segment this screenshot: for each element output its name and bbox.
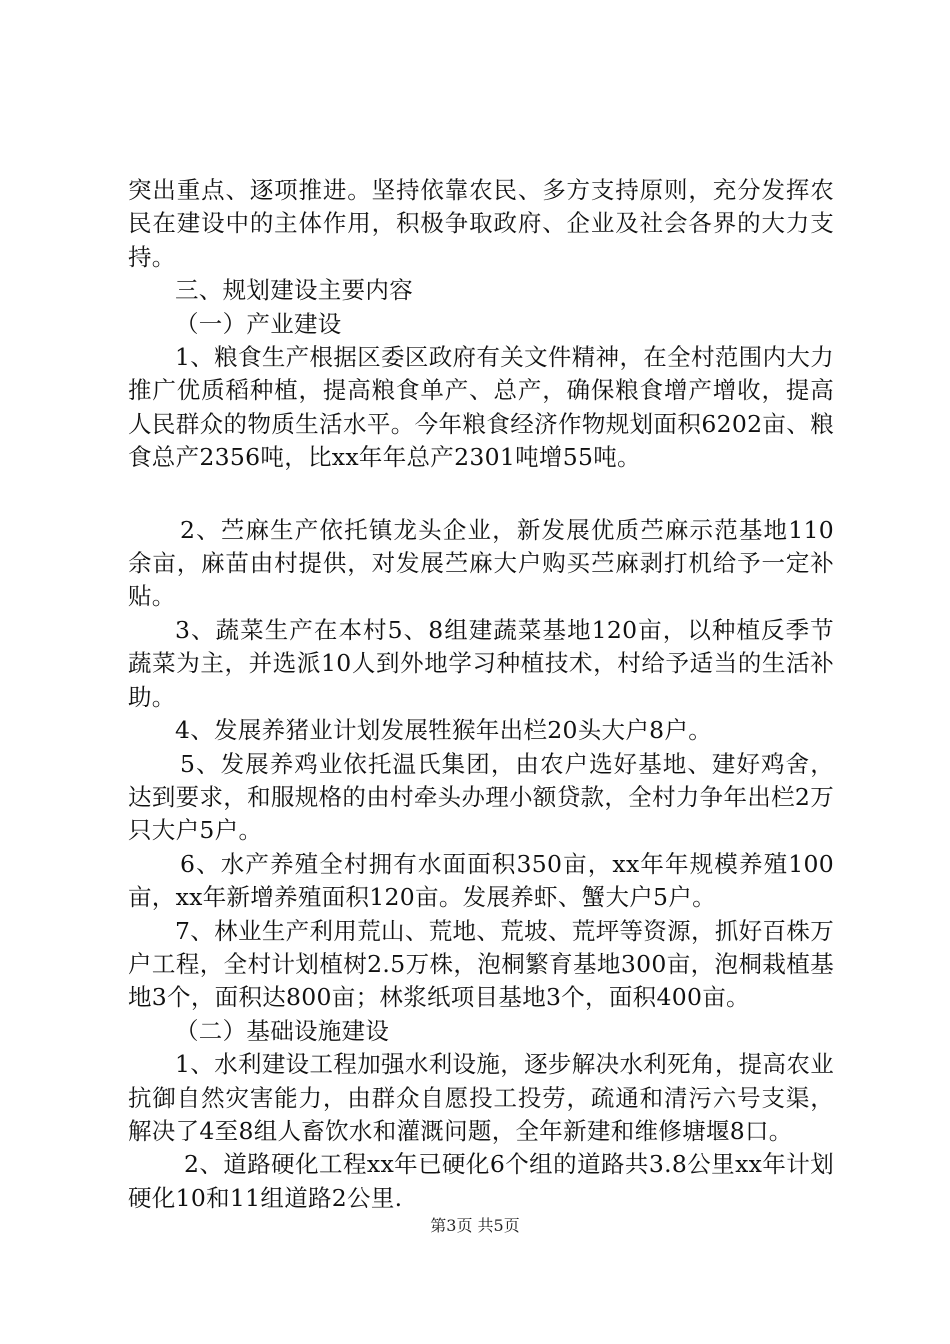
paragraph-forestry: 7、林业生产利用荒山、荒地、荒坡、荒坪等资源，抓好百株万户工程，全村计划植树2.5万株，泡桐繁育基地300亩，泡桐栽植基地3个，面积达800亩；林浆纸项目基地3个，面积400亩。	[128, 916, 834, 1012]
paragraph-roads: 2、道路硬化工程xx年已硬化6个组的道路共3.8公里xx年计划硬化10和11组道路2公里.	[128, 1150, 834, 1212]
blank-line	[128, 475, 834, 514]
paragraph-vegetables: 3、蔬菜生产在本村5、8组建蔬菜基地120亩，以种植反季节蔬菜为主，并选派10人到外地学习种植技术，村给予适当的生活补助。	[128, 615, 834, 711]
subsection-heading-2: （二）基础设施建设	[175, 1016, 390, 1045]
paragraph-chickens: 5、发展养鸡业依托温氏集团，由农户选好基地、建好鸡舍，达到要求，和服规格的由村牵头办理小额贷款，全村力争年出栏2万只大户5户。	[128, 749, 834, 845]
page-number-footer: 第3页 共5页	[430, 1216, 520, 1235]
section-heading-3: 三、规划建设主要内容	[175, 276, 413, 305]
paragraph-pigs: 4、发展养猪业计划发展牲猴年出栏20头大户8户。	[175, 716, 713, 745]
paragraph-water: 1、水利建设工程加强水利设施，逐步解决水利死角，提高农业抗御自然灾害能力，由群众自愿投工投劳，疏通和清污六号支渠，解决了4至8组人畜饮水和灌溉问题，全年新建和维修塘堰8口。	[128, 1050, 834, 1145]
paragraph-ramie: 2、苎麻生产依托镇龙头企业，新发展优质苎麻示范基地110余亩，麻苗由村提供，对发展苎麻大户购买苎麻剥打机给予一定补贴。	[128, 515, 834, 611]
paragraph-grain: 1、粮食生产根据区委区政府有关文件精神，在全村范围内大力推广优质稻种植，提高粮食单产、总产，确保粮食增产增收，提高人民群众的物质生活水平。今年粮食经济作物规划面积6202亩、粮食总产2356吨，比xx年年总产2301吨增55吨。	[128, 343, 834, 472]
subsection-heading-1: （一）产业建设	[175, 309, 342, 338]
document-body	[128, 174, 834, 1215]
paragraph-aquaculture: 6、水产养殖全村拥有水面面积350亩，xx年年规模养殖100亩，xx年新增养殖面积120亩。发展养虾、蟹大户5户。	[128, 849, 834, 912]
paragraph-continuation: 突出重点、逐项推进。坚持依靠农民、多方支持原则，充分发挥农民在建设中的主体作用，积极争取政府、企业及社会各界的大力支持。	[128, 176, 834, 271]
